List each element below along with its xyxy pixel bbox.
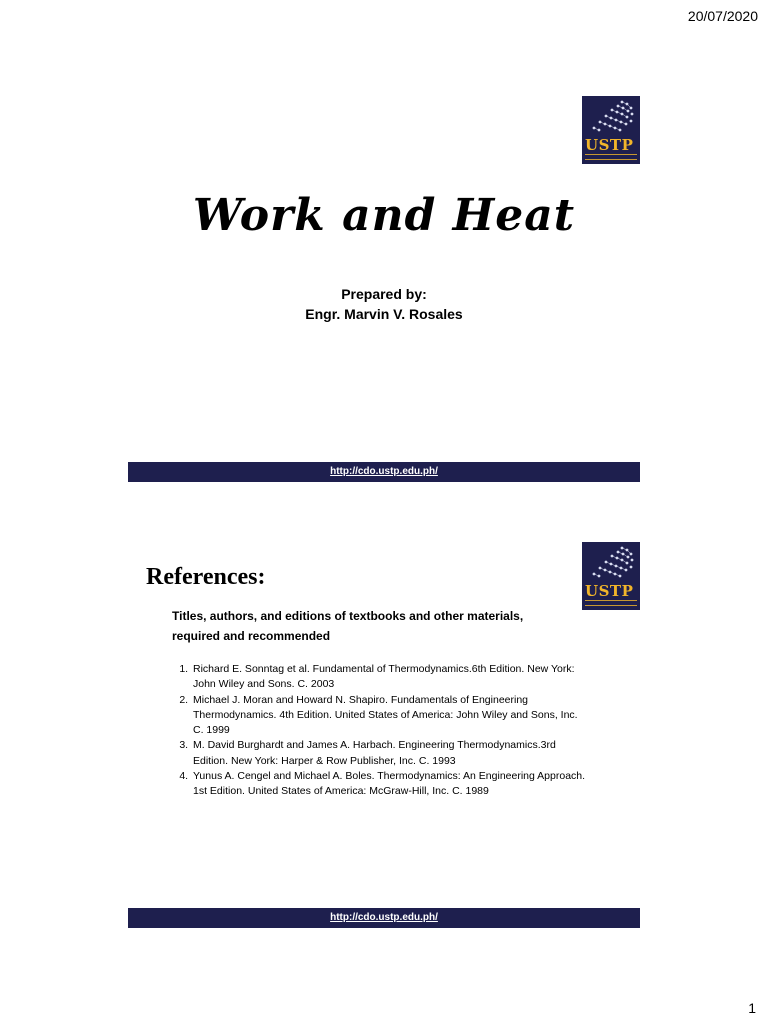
logo-text: USTP <box>585 136 634 154</box>
page-number: 1 <box>748 1000 756 1016</box>
slide-references <box>128 536 640 928</box>
page-date: 20/07/2020 <box>687 8 758 24</box>
references-list <box>172 662 591 800</box>
footer-bar <box>128 462 640 482</box>
references-subtitle: Titles, authors, and editions of textbooks and other materials, required and recommended <box>172 609 524 643</box>
footer-bar <box>128 908 640 928</box>
logo-underline <box>585 154 637 160</box>
reference-item: 2. Michael J. Moran and Howard N. Shapiro. Fundamentals of Engineering Thermodynamics. 4th Edition. United States of America: John Wiley and Sons, Inc. C. 1999 <box>191 693 591 739</box>
reference-item: 3. M. David Burghardt and James A. Harbach. Engineering Thermodynamics.3rd Edition. New York: Harper & Row Publisher, Inc. C. 1993 <box>191 738 591 769</box>
dot-network-icon <box>582 96 640 136</box>
ustp-logo <box>582 96 640 164</box>
author-name: Engr. Marvin V. Rosales <box>305 306 463 322</box>
reference-item: 4. Yunus A. Cengel and Michael A. Boles. Thermodynamics: An Engineering Approach. 1st Edition. United States of America: McGraw-Hill, Inc. C. 1989 <box>191 769 591 800</box>
prepared-by-block <box>128 284 640 324</box>
slide-title <box>128 90 640 482</box>
logo-text: USTP <box>585 582 634 600</box>
footer-link[interactable]: http://cdo.ustp.edu.ph/ <box>330 466 438 477</box>
references-heading: References: <box>146 564 266 590</box>
slide-title-text: Work and Heat <box>192 190 576 241</box>
reference-item: 1. Richard E. Sonntag et al. Fundamental of Thermodynamics.6th Edition. New York: John Wiley and Sons. C. 2003 <box>191 662 591 693</box>
footer-link[interactable]: http://cdo.ustp.edu.ph/ <box>330 912 438 923</box>
logo-underline <box>585 600 637 606</box>
prepared-by-label: Prepared by: <box>341 286 427 302</box>
ustp-logo <box>582 542 640 610</box>
dot-network-icon <box>582 542 640 582</box>
